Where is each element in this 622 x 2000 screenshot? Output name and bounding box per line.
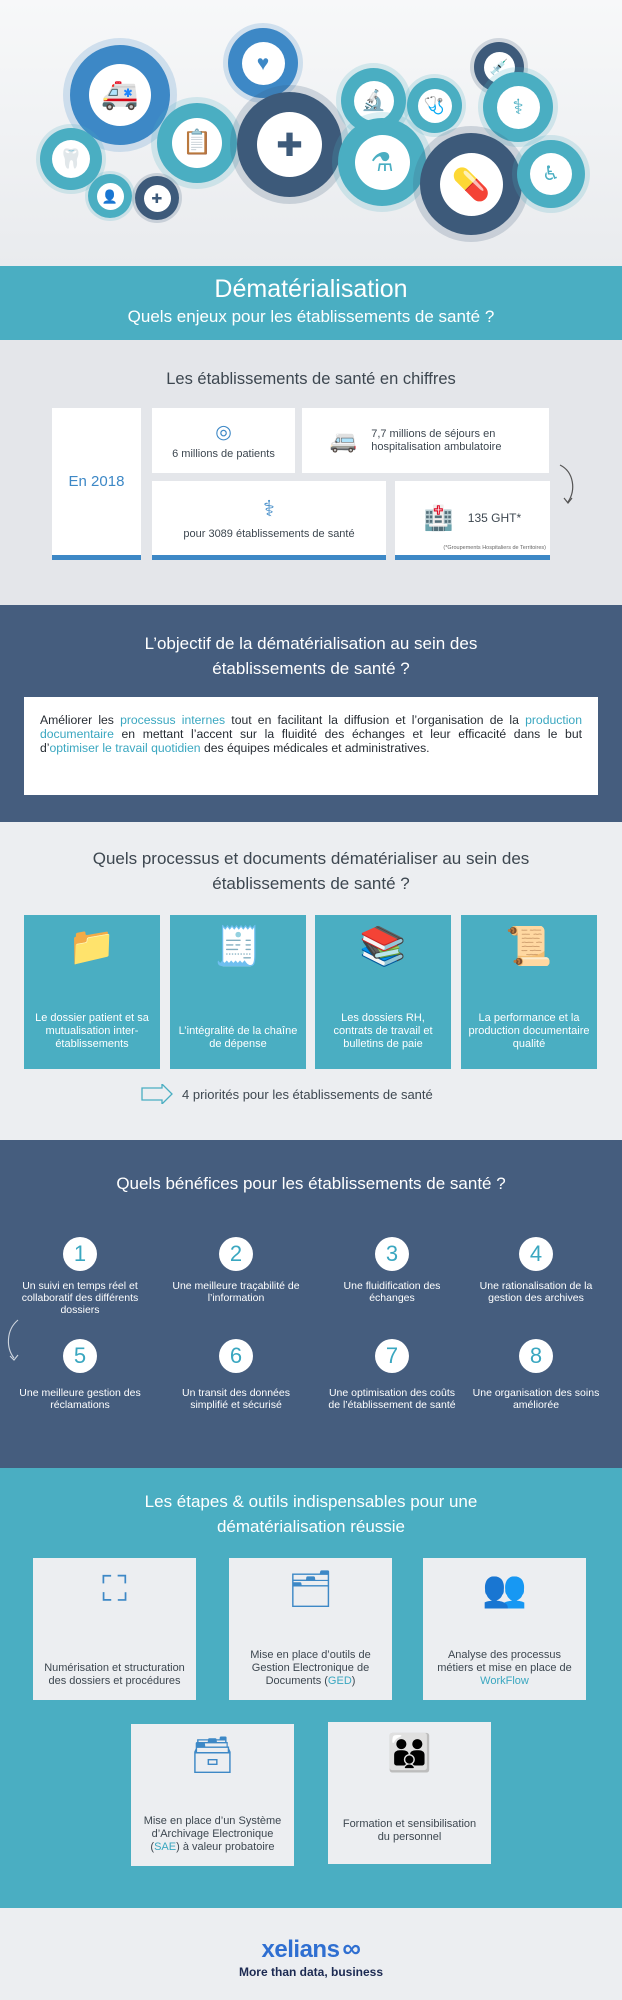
clipboard-icon: 📋: [182, 129, 212, 156]
caduceus-icon: ⚕: [512, 95, 524, 119]
caduceus-gear: [483, 72, 553, 142]
year-card: [52, 408, 141, 560]
benefit-number: 3: [375, 1237, 409, 1271]
certificate-icon: 📜: [505, 926, 553, 968]
benefit-label: Une rationalisation de la gestion des archives: [479, 1280, 593, 1304]
benefit-label: Une meilleure gestion des réclamations: [19, 1387, 141, 1411]
establishments-card: [152, 481, 386, 560]
objective-text: Améliorer les processus internes tout en facilitant la diffusion et l’organisation de la production documentaire en mettant l’accent sur la fluidité des échanges et leur efficacité dans le but d’optimiser le travail quotidien des équipes médicales et administratives.: [24, 697, 598, 795]
process-card-label: Le dossier patient et sa mutualisation inter-établissements: [35, 1012, 149, 1050]
figures-heading: Les établissements de santé en chiffres: [166, 370, 456, 388]
tooth-icon: 🦷: [59, 148, 83, 170]
benefit-number: 7: [375, 1339, 409, 1373]
steps-heading-line2: dématérialisation réussie: [216, 1517, 406, 1536]
highlight-document-production: production documentaire: [40, 713, 582, 741]
hospital-icon: 🏥: [423, 504, 454, 532]
curved-arrow-icon: [556, 462, 580, 508]
step-card-ged: [229, 1558, 392, 1700]
infinity-logo-icon: ∞: [342, 1933, 361, 1963]
heart-pulse-gear: [228, 28, 298, 98]
process-card-label: L’intégralité de la chaîne de dépense: [178, 1025, 298, 1050]
step-label: Mise en place d’un Système d’Archivage Electronique (SAE) à valeur probatoire: [143, 1815, 282, 1853]
highlight-internal-processes: processus internes: [120, 713, 226, 727]
highlight-workflow: WorkFlow: [480, 1675, 529, 1687]
flask-gear: [338, 118, 426, 206]
wheelchair-gear: [517, 140, 585, 208]
establishments-label: pour 3089 établissements de santé: [183, 528, 355, 540]
benefit-number: 2: [219, 1237, 253, 1271]
flask-icon: ⚗: [370, 147, 394, 177]
step-label: Analyse des processus métiers et mise en place de WorkFlow: [437, 1649, 572, 1687]
processes-section: [0, 822, 622, 1140]
priorities-caption: 4 priorités pour les établissements de santé: [182, 1087, 433, 1102]
process-card-label: La performance et la production documentaire qualité: [468, 1012, 590, 1050]
medical-bag-icon: ✚: [276, 126, 303, 163]
step-card-training: [328, 1722, 491, 1864]
step-label: Numérisation et structuration des dossiers et procédures: [44, 1662, 185, 1687]
receipt-icon: 🧾: [214, 926, 262, 968]
scan-icon: ⛶: [101, 1568, 128, 1609]
stays-label: 7,7 millions de séjours en hospitalisation ambulatoire: [371, 427, 502, 453]
medicine-bottle-icon: ✚: [151, 190, 163, 206]
steps-section: [0, 1468, 622, 1908]
step-card-scanning: [33, 1558, 196, 1700]
curved-arrow-icon: [4, 1318, 22, 1362]
page-title: Dématérialisation: [214, 275, 408, 303]
key-figures-section: [0, 340, 622, 605]
folder-medical-icon: 📁: [68, 926, 116, 968]
benefit-number: 5: [63, 1339, 97, 1373]
syringe-icon: 💉: [489, 58, 509, 76]
archive-box-icon: 🗃: [189, 1734, 236, 1775]
step-card-workflow: [423, 1558, 586, 1700]
benefit-label: Une optimisation des coûts de l’établissement de santé: [328, 1387, 456, 1411]
pills-icon: 💊: [451, 166, 491, 202]
patients-label: 6 millions de patients: [172, 448, 275, 460]
patients-card: [152, 408, 295, 473]
person-icon: ◎: [215, 422, 232, 443]
benefit-number: 1: [63, 1237, 97, 1271]
processes-heading-line2: établissements de santé ?: [212, 874, 410, 893]
benefit-number: 4: [519, 1237, 553, 1271]
benefit-label: Une meilleure traçabilité de l’information: [172, 1280, 300, 1304]
ght-label: 135 GHT*: [467, 511, 522, 525]
step-label: Mise en place d’outils de Gestion Electronique de Documents (GED): [250, 1649, 371, 1687]
footer: [0, 1908, 622, 2000]
stethoscope-icon: ⚕: [263, 496, 275, 521]
arrow-right-icon: [140, 1084, 174, 1104]
ght-card: [395, 481, 550, 560]
step-label: Formation et sensibilisation du personnel: [342, 1818, 477, 1843]
document-folder-icon: 🗂: [287, 1568, 334, 1609]
ght-footnote: (*Groupements Hospitaliers de Territoires): [443, 545, 546, 551]
ambulance-icon: 🚐: [329, 427, 358, 453]
benefits-section: [0, 1140, 622, 1468]
title-banner: [0, 266, 622, 340]
wheelchair-icon: ♿: [542, 163, 560, 185]
processes-heading-line1: Quels processus et documents dématérialiser au sein des: [92, 849, 530, 868]
process-card-expense-chain: [170, 915, 306, 1069]
objective-heading-line2: établissements de santé ?: [212, 659, 410, 678]
stethoscope-gear: [407, 78, 462, 133]
binders-icon: 📚: [359, 926, 407, 968]
benefit-label: Un suivi en temps réel et collaboratif des différents dossiers: [21, 1280, 139, 1316]
process-card-label: Les dossiers RH, contrats de travail et bulletins de paie: [333, 1012, 433, 1050]
benefit-label: Une fluidification des échanges: [343, 1280, 441, 1304]
xelians-logo[interactable]: xelians ∞: [261, 1933, 361, 1963]
hero-illustration: [0, 0, 622, 266]
objective-section: [0, 605, 622, 822]
process-card-quality-docs: [461, 915, 597, 1069]
medical-bag-gear: [237, 92, 342, 197]
doctor-gear: [88, 174, 132, 218]
steps-heading-line1: Les étapes & outils indispensables pour une: [144, 1492, 478, 1511]
ambulance-gear: [70, 45, 170, 145]
benefit-label: Une organisation des soins améliorée: [472, 1387, 600, 1411]
medicine-bottle-gear: [135, 176, 179, 220]
process-card-hr-files: [315, 915, 451, 1069]
step-card-archiving: [131, 1724, 294, 1866]
benefit-number: 6: [219, 1339, 253, 1373]
doctor-icon: 👤: [101, 188, 119, 204]
group-people-icon: 👪: [387, 1732, 432, 1773]
stays-card: [302, 408, 549, 473]
clipboard-gear: [157, 103, 237, 183]
benefit-number: 8: [519, 1339, 553, 1373]
benefits-heading: Quels bénéfices pour les établissements de santé ?: [116, 1174, 506, 1193]
page-subtitle: Quels enjeux pour les établissements de santé ?: [127, 307, 495, 326]
year-label: En 2018: [68, 473, 125, 490]
heart-pulse-icon: ♥: [256, 51, 270, 75]
objective-heading-line1: L’objectif de la dématérialisation au sein des: [144, 634, 478, 653]
highlight-sae: SAE: [154, 1841, 177, 1853]
benefit-label: Un transit des données simplifié et sécurisé: [182, 1387, 290, 1411]
highlight-daily-work: optimiser le travail quotidien: [49, 741, 201, 755]
network-people-icon: 👥: [482, 1568, 527, 1609]
tagline: More than data, business: [238, 1965, 384, 1979]
highlight-ged: GED: [327, 1675, 352, 1687]
pills-gear: [420, 133, 522, 235]
microscope-icon: 🔬: [361, 89, 386, 112]
stethoscope-icon: 🩺: [423, 96, 446, 115]
ambulance-icon: 🚑: [101, 78, 139, 111]
process-card-patient-file: [24, 915, 160, 1069]
